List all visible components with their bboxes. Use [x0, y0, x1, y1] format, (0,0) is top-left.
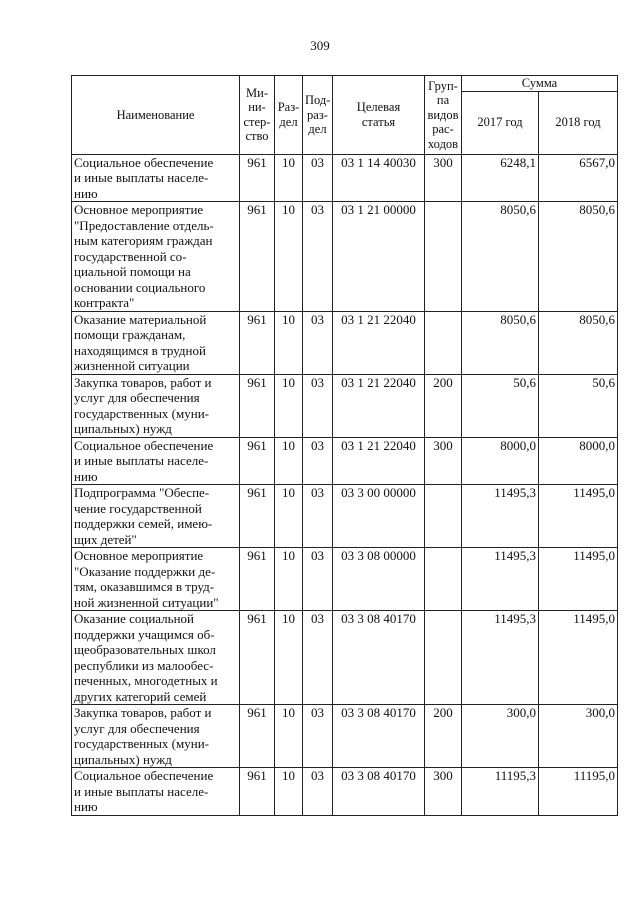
- row-subsection: 03: [303, 768, 333, 816]
- row-name: Основное мероприятие "Оказание поддержки де- тям, оказавшимся в труд- ной жизненной ситуации": [72, 548, 240, 611]
- row-subsection: 03: [303, 437, 333, 485]
- row-name: Оказание социальной поддержки учащимся об- щеобразовательных школ республики из малообес- печенных, многодетных и других категорий семей: [72, 611, 240, 705]
- row-sum-2018: 8050,6: [539, 202, 618, 312]
- row-subsection: 03: [303, 548, 333, 611]
- row-target: 03 3 08 40170: [333, 768, 425, 816]
- row-name: Социальное обеспечение и иные выплаты населе- нию: [72, 154, 240, 202]
- header-name: Наименование: [72, 76, 240, 155]
- row-sum-2018: 8050,6: [539, 311, 618, 374]
- table-row: [72, 437, 618, 485]
- row-target: 03 1 21 22040: [333, 437, 425, 485]
- budget-table: [71, 75, 618, 816]
- row-target: 03 3 00 00000: [333, 485, 425, 548]
- row-sum-2017: 11495,3: [462, 611, 539, 705]
- row-sum-2017: 8000,0: [462, 437, 539, 485]
- row-group: [425, 548, 462, 611]
- row-target: 03 3 08 00000: [333, 548, 425, 611]
- header-year-2018: 2018 год: [539, 91, 618, 154]
- row-subsection: 03: [303, 485, 333, 548]
- header-ministry: Ми- ни- стер- ство: [240, 76, 275, 155]
- row-sum-2018: 11495,0: [539, 548, 618, 611]
- row-target: 03 3 08 40170: [333, 705, 425, 768]
- page-number: 309: [310, 38, 330, 53]
- row-group: 200: [425, 374, 462, 437]
- row-target: 03 3 08 40170: [333, 611, 425, 705]
- row-subsection: 03: [303, 705, 333, 768]
- table-row: [72, 705, 618, 768]
- row-group: 300: [425, 768, 462, 816]
- row-target: 03 1 21 00000: [333, 202, 425, 312]
- row-sum-2017: 11195,3: [462, 768, 539, 816]
- row-target: 03 1 21 22040: [333, 311, 425, 374]
- header-group: Груп- па видов рас- ходов: [425, 76, 462, 155]
- row-group: [425, 611, 462, 705]
- row-group: 300: [425, 437, 462, 485]
- row-sum-2017: 6248,1: [462, 154, 539, 202]
- header-subsection: Под- раз- дел: [303, 76, 333, 155]
- row-section: 10: [275, 485, 303, 548]
- row-subsection: 03: [303, 154, 333, 202]
- row-ministry: 961: [240, 485, 275, 548]
- row-name: Подпрограмма "Обеспе- чение государственной поддержки семей, имею- щих детей": [72, 485, 240, 548]
- row-name: Социальное обеспечение и иные выплаты населе- нию: [72, 437, 240, 485]
- row-group: 300: [425, 154, 462, 202]
- table-row: [72, 485, 618, 548]
- table-row: [72, 768, 618, 816]
- table-row: [72, 202, 618, 312]
- table-row: [72, 611, 618, 705]
- row-subsection: 03: [303, 202, 333, 312]
- row-ministry: 961: [240, 768, 275, 816]
- row-section: 10: [275, 154, 303, 202]
- row-section: 10: [275, 374, 303, 437]
- row-sum-2017: 8050,6: [462, 202, 539, 312]
- row-group: [425, 202, 462, 312]
- row-group: [425, 311, 462, 374]
- row-ministry: 961: [240, 374, 275, 437]
- row-ministry: 961: [240, 705, 275, 768]
- row-subsection: 03: [303, 374, 333, 437]
- header-target: Целевая статья: [333, 76, 425, 155]
- row-name: Оказание материальной помощи гражданам, находящимся в трудной жизненной ситуации: [72, 311, 240, 374]
- row-subsection: 03: [303, 311, 333, 374]
- row-target: 03 1 14 40030: [333, 154, 425, 202]
- table-row: [72, 311, 618, 374]
- row-sum-2018: 11495,0: [539, 485, 618, 548]
- row-group: 200: [425, 705, 462, 768]
- row-ministry: 961: [240, 548, 275, 611]
- row-subsection: 03: [303, 611, 333, 705]
- row-sum-2018: 50,6: [539, 374, 618, 437]
- row-sum-2017: 8050,6: [462, 311, 539, 374]
- row-section: 10: [275, 437, 303, 485]
- row-sum-2018: 8000,0: [539, 437, 618, 485]
- row-section: 10: [275, 705, 303, 768]
- row-name: Закупка товаров, работ и услуг для обеспечения государственных (муни- ципальных) нужд: [72, 705, 240, 768]
- row-sum-2017: 50,6: [462, 374, 539, 437]
- row-name: Основное мероприятие "Предоставление отдель- ным категориям граждан государственной со- циальной помощи на основании социального контракта": [72, 202, 240, 312]
- header-section: Раз- дел: [275, 76, 303, 155]
- row-sum-2017: 11495,3: [462, 548, 539, 611]
- row-section: 10: [275, 611, 303, 705]
- row-section: 10: [275, 768, 303, 816]
- table-row: [72, 548, 618, 611]
- row-target: 03 1 21 22040: [333, 374, 425, 437]
- header-year-2017: 2017 год: [462, 91, 539, 154]
- row-ministry: 961: [240, 202, 275, 312]
- row-sum-2018: 11495,0: [539, 611, 618, 705]
- row-ministry: 961: [240, 311, 275, 374]
- row-section: 10: [275, 311, 303, 374]
- row-ministry: 961: [240, 154, 275, 202]
- table-row: [72, 374, 618, 437]
- table-body: [72, 154, 618, 815]
- row-sum-2018: 11195,0: [539, 768, 618, 816]
- table-row: [72, 154, 618, 202]
- row-sum-2017: 300,0: [462, 705, 539, 768]
- row-ministry: 961: [240, 611, 275, 705]
- row-sum-2018: 300,0: [539, 705, 618, 768]
- header-sum: Сумма: [462, 76, 618, 92]
- row-sum-2017: 11495,3: [462, 485, 539, 548]
- row-name: Социальное обеспечение и иные выплаты населе- нию: [72, 768, 240, 816]
- row-name: Закупка товаров, работ и услуг для обеспечения государственных (муни- ципальных) нужд: [72, 374, 240, 437]
- row-section: 10: [275, 548, 303, 611]
- row-section: 10: [275, 202, 303, 312]
- row-ministry: 961: [240, 437, 275, 485]
- row-group: [425, 485, 462, 548]
- row-sum-2018: 6567,0: [539, 154, 618, 202]
